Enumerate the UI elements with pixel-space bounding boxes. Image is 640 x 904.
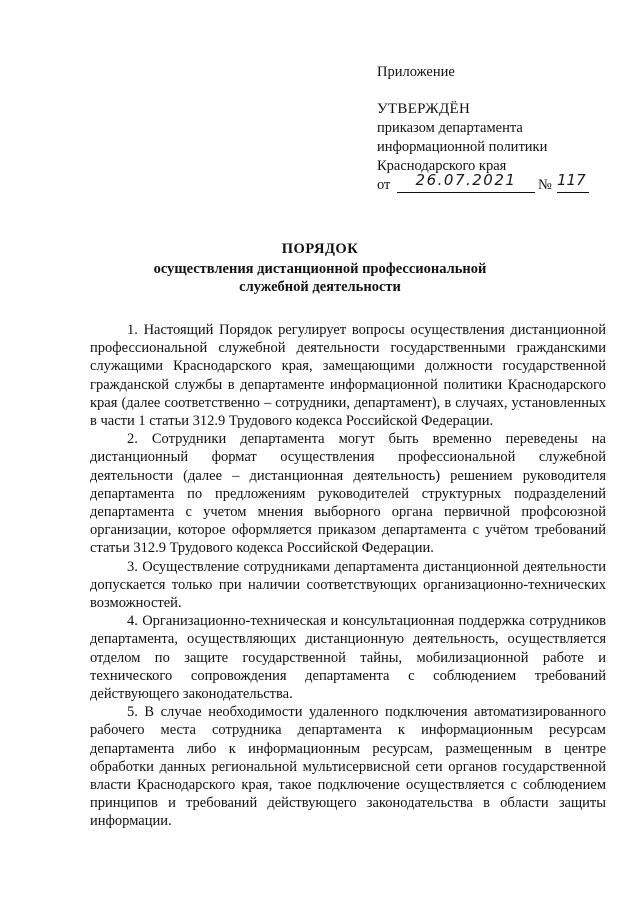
date-number-line — [377, 171, 627, 198]
paragraph-4: 4. Организационно-техническая и консультационная поддержка сотрудников департамента, осуществляющих дистанционную деятельность, осуществляется отделом по защите государственной тайны, мобилизационной работе и технического сопровождения департамента с соблюдением требований действующего законодательства. — [90, 613, 606, 703]
paragraph-5: 5. В случае необходимости удаленного подключения автоматизированного рабочего места сотрудника департамента к информационным ресурсам департамента либо к информационным ресурсам, размещенным в центре обработки данных региональной мультисервисной сети органов государственной власти Краснодарского края, такое подключение осуществляется с соблюдением принципов и требований действующего законодательства в области защиты информации. — [90, 704, 606, 830]
approved-label: УТВЕРЖДЁН — [377, 101, 471, 117]
document-subtitle-line-1: осуществления дистанционной профессиональной — [153, 261, 487, 277]
date-prefix: от — [377, 177, 391, 193]
document-subtitle-line-2: служебной деятельности — [239, 279, 401, 295]
handwritten-date: 26.07.2021 — [397, 171, 535, 193]
paragraph-1: 1. Настоящий Порядок регулирует вопросы осуществления дистанционной профессиональной служебной деятельности государственными гражданскими служащими Краснодарского края, замещающими должности государственной гражданской службы в департаменте информационной политики Краснодарского края (далее соответственно – сотрудники, департамент), в случаях, установленных в части 1 статьи 312.9 Трудового кодекса Российской Федерации. — [90, 322, 606, 430]
approval-stamp-block — [377, 63, 627, 198]
document-title: ПОРЯДОК — [281, 241, 359, 257]
document-body — [90, 321, 606, 831]
handwritten-number: 117 — [557, 171, 589, 193]
number-sign: № — [538, 177, 552, 193]
order-line-2: информационной политики — [377, 139, 548, 155]
appendix-label: Приложение — [377, 64, 455, 80]
document-title-block — [0, 240, 640, 296]
order-line-1: приказом департамента — [377, 120, 523, 136]
order-line-3: Краснодарского края — [377, 158, 507, 174]
paragraph-3: 3. Осуществление сотрудниками департамента дистанционной деятельности допускается только при наличии соответствующих организационно-технических возможностей. — [90, 558, 606, 612]
paragraph-2: 2. Сотрудники департамента могут быть временно переведены на дистанционный формат осуществления профессиональной служебной деятельности (далее – дистанционная деятельность) решением руководителя департамента по предложениям руководителей структурных подразделений департамента с учетом мнения выборного органа первичной профсоюзной организации, которое оформляется приказом департамента с учётом требований статьи 312.9 Трудового кодекса Российской Федерации. — [90, 431, 606, 557]
